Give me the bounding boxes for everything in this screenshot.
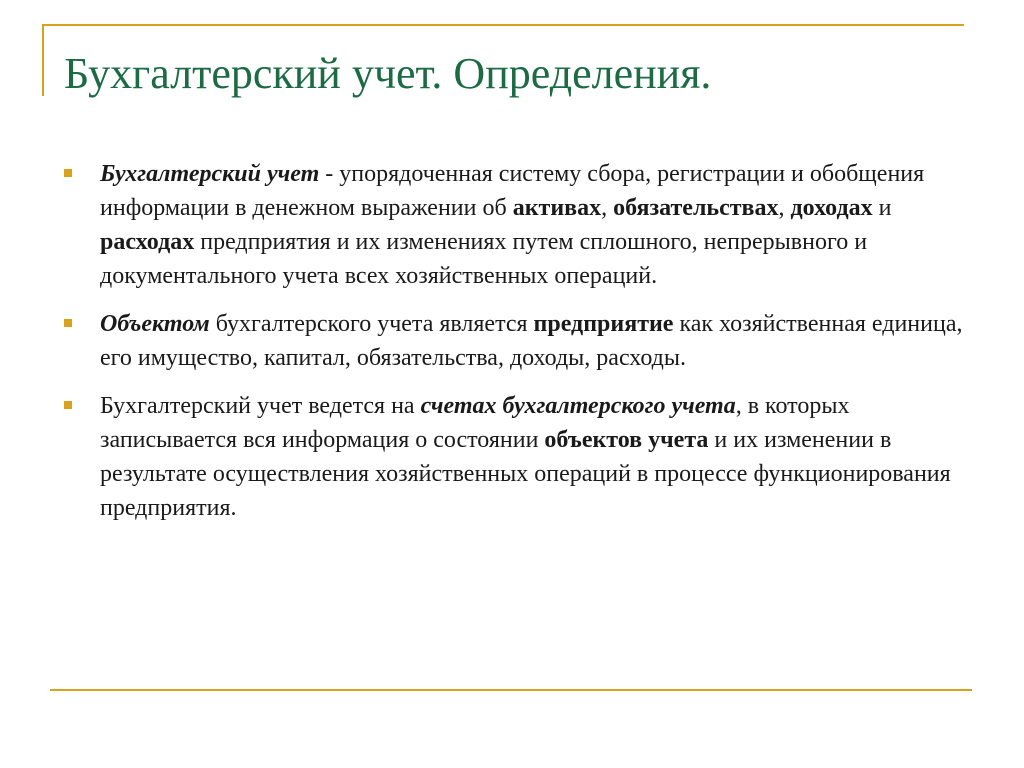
bullet-list [64,157,964,539]
bullet-1-seg-6: , [778,195,791,221]
bullet-1-seg-1: Бухгалтерский учет [100,161,320,187]
square-bullet-icon [64,169,72,177]
square-bullet-icon [64,319,72,327]
square-bullet-icon [64,401,72,409]
bullet-3-seg-1: Бухгалтерский учет ведется на [100,393,421,419]
bullet-3-seg-2: счетах бухгалтерского учета [420,393,736,419]
bullet-2-seg-4: как хозяйственная единица, его имущество, капитал, обязательства, доходы, расходы. [100,311,963,371]
bullet-item-1 [64,157,964,293]
bullet-1-seg-10: предприятия и их изменениях путем сплошного, непрерывного и документального учета всех хозяйственных операций. [100,229,868,289]
bullet-item-3 [64,389,964,525]
bullet-1-seg-3: активах [512,195,602,221]
frame-bottom-line [50,689,972,691]
bullet-item-2 [64,307,964,375]
bullet-1-seg-9: расходах [100,229,195,255]
bullet-1-seg-7: доходах [790,195,873,221]
bullet-3-seg-5: и их изменении в результате осуществления хозяйственных операций в процессе функционирования предприятия. [100,427,951,521]
bullet-1-seg-8: и [872,195,892,221]
slide-title: Бухгалтерский учет. Определения. [64,49,712,98]
frame-left-line [42,24,44,96]
bullet-1-seg-5: обязательствах [613,195,779,221]
bullet-1-seg-4: , [601,195,614,221]
bullet-2-seg-1: Объектом [100,311,210,337]
frame-top-line [42,24,964,26]
bullet-1-seg-2: - упорядоченная систему сбора, регистрации и обобщения информации в денежном выражении об [100,161,925,221]
bullet-3-seg-4: объектов учета [544,427,709,453]
bullet-2-seg-2: бухгалтерского учета является [209,311,534,337]
bullet-2-seg-3: предприятие [533,311,674,337]
bullet-3-seg-3: , в которых записывается вся информация о состоянии [100,393,850,453]
